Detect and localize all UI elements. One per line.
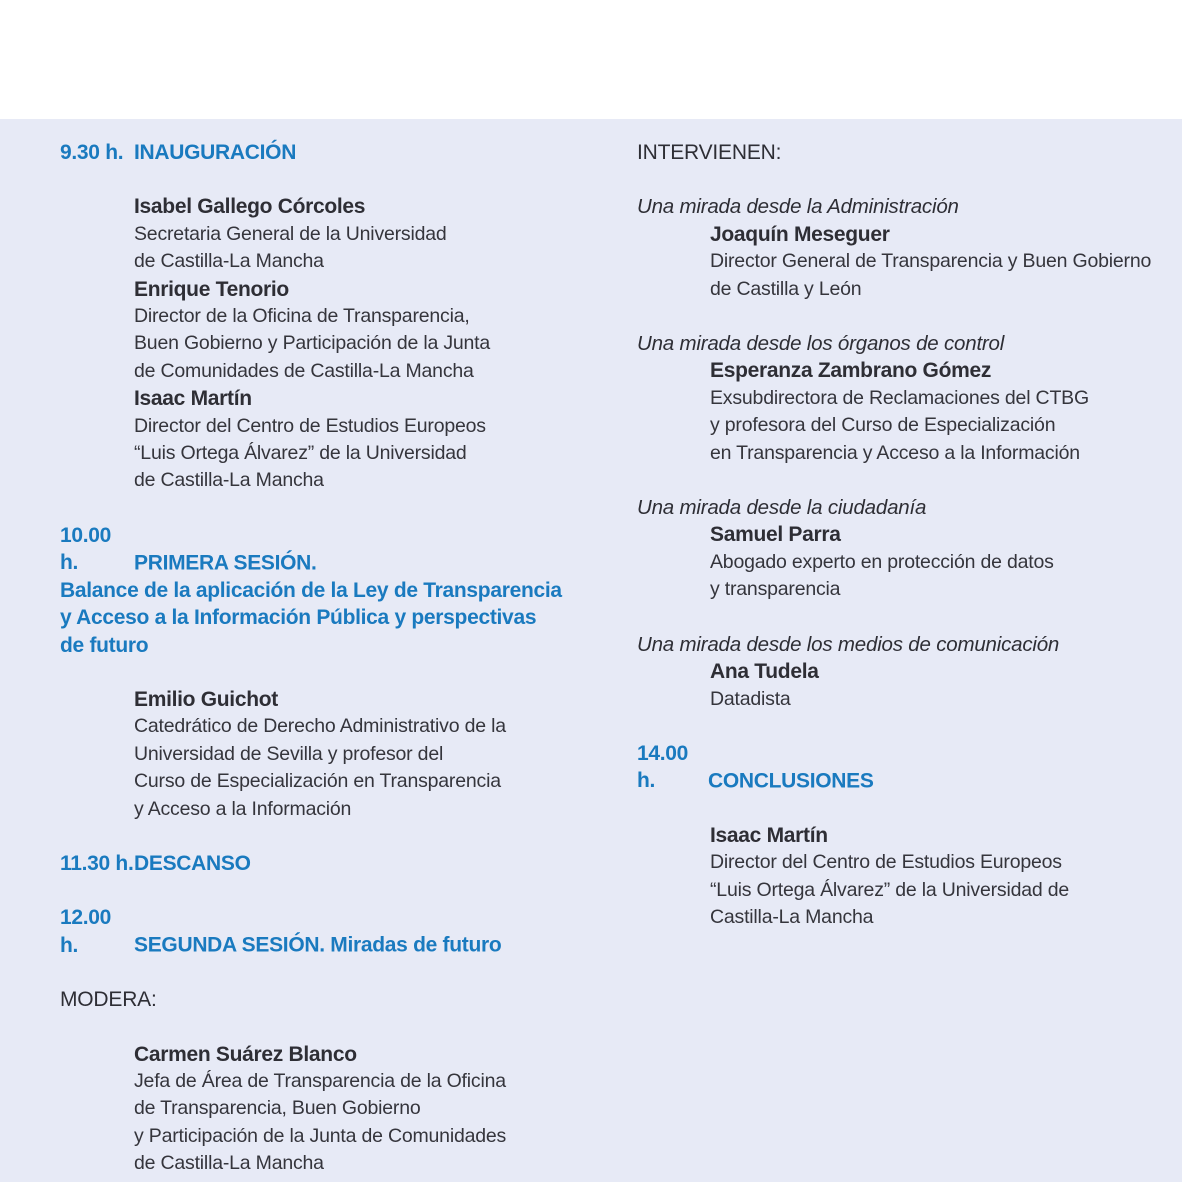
agenda-column — [60, 139, 625, 1178]
speaker-role-line: Jefa de Área de Transparencia de la Oficina — [134, 1069, 506, 1092]
session-segunda-heading — [60, 904, 625, 959]
session-primera-heading — [60, 522, 625, 659]
speaker-role-line: y Participación de la Junta de Comunidades — [134, 1124, 507, 1147]
session-time: 10.00 h. — [60, 523, 112, 575]
program-content — [0, 119, 1182, 1182]
speaker-role-line: Secretaria General de la Universidad — [134, 222, 447, 245]
speaker-name: Esperanza Zambrano Gómez — [710, 359, 992, 383]
speaker-role-line: de Transparencia, Buen Gobierno — [134, 1097, 421, 1120]
top-white-band — [0, 0, 1182, 119]
session-time: 11.30 h. — [60, 851, 134, 875]
speaker-name: Isabel Gallego Córcoles — [134, 195, 366, 219]
speaker-role-line: de Comunidades de Castilla-La Mancha — [134, 359, 474, 382]
speaker-role-line: Abogado experto en protección de datos — [710, 550, 1054, 573]
session-subtitle-line: de futuro — [60, 633, 149, 657]
session-conclusiones-heading — [637, 740, 1162, 795]
speaker-role-line: Catedrático de Derecho Administrativo de la — [134, 715, 506, 738]
speaker-name: Isaac Martín — [134, 387, 252, 411]
speaker-role-line: de Castilla-La Mancha — [134, 1152, 324, 1175]
speaker-role-line: y Acceso a la Información — [134, 797, 352, 820]
primera-speaker — [134, 686, 625, 823]
session-inauguracion-heading — [60, 139, 625, 166]
speaker-role-line: “Luis Ortega Álvarez” de la Universidad — [134, 442, 467, 465]
speaker-role-line: “Luis Ortega Álvarez” de la Universidad de — [710, 878, 1070, 901]
group-heading: Una mirada desde los medios de comunicación — [637, 632, 1060, 656]
speaker-name: Carmen Suárez Blanco — [134, 1042, 357, 1066]
speaker-role-line: Director del Centro de Estudios Europeos — [710, 851, 1062, 874]
speaker-name: Isaac Martín — [710, 823, 828, 847]
session-title: PRIMERA SESIÓN. — [134, 551, 317, 575]
modera-label: MODERA: — [60, 988, 157, 1012]
speaker-role-line: Director del Centro de Estudios Europeos — [134, 414, 486, 437]
participants-column — [637, 139, 1162, 931]
speaker-role-line: Buen Gobierno y Participación de la Junta — [134, 332, 491, 355]
session-subtitle-line: y Acceso a la Información Pública y perspectivas — [60, 606, 537, 630]
speaker-role-line: de Castilla-La Mancha — [134, 469, 324, 492]
speaker-name: Enrique Tenorio — [134, 277, 289, 301]
group-heading: Una mirada desde la Administración — [637, 195, 959, 219]
speaker-name: Samuel Parra — [710, 523, 841, 547]
speaker-role-line: de Castilla y León — [710, 277, 862, 300]
speaker-role-line: y profesora del Curso de Especialización — [710, 414, 1056, 437]
participant-group-ciudadania — [637, 494, 1162, 604]
speaker-name: Emilio Guichot — [134, 687, 278, 711]
speaker-name: Joaquín Meseguer — [710, 222, 890, 246]
session-time: 14.00 h. — [637, 741, 689, 793]
session-time: 9.30 h. — [60, 141, 124, 164]
conclusiones-speaker — [710, 822, 1162, 932]
speaker-role-line: de Castilla-La Mancha — [134, 250, 324, 273]
intervienen-label: INTERVIENEN: — [637, 141, 782, 164]
session-descanso-heading — [60, 850, 625, 877]
speaker-role-line: Universidad de Sevilla y profesor del — [134, 742, 444, 765]
group-heading: Una mirada desde los órganos de control — [637, 332, 1005, 356]
speaker-role-line: Datadista — [710, 687, 791, 710]
modera-speaker — [134, 1041, 625, 1178]
speaker-role-line: Castilla-La Mancha — [710, 905, 874, 928]
speaker-role-line: y transparencia — [710, 578, 841, 601]
speaker-role-line: Exsubdirectora de Reclamaciones del CTBG — [710, 386, 1089, 409]
participant-group-organos-control — [637, 330, 1162, 467]
session-time: 12.00 h. — [60, 906, 112, 957]
session-title: INAUGURACIÓN — [134, 141, 297, 164]
session-subtitle-line: Balance de la aplicación de la Ley de Transparencia — [60, 578, 562, 602]
speaker-role-line: Director de la Oficina de Transparencia, — [134, 305, 470, 328]
session-title: SEGUNDA SESIÓN. Miradas de futuro — [134, 933, 502, 957]
participant-group-administracion — [637, 193, 1162, 303]
speaker-role-line: Curso de Especialización en Transparencia — [134, 770, 501, 793]
speaker-name: Ana Tudela — [710, 660, 819, 684]
speaker-role-line: en Transparencia y Acceso a la Información — [710, 441, 1080, 464]
speaker-role-line: Director General de Transparencia y Buen Gobierno — [710, 250, 1152, 273]
inauguracion-speakers — [134, 193, 625, 494]
session-title: DESCANSO — [134, 851, 251, 875]
participant-group-medios — [637, 631, 1162, 713]
group-heading: Una mirada desde la ciudadanía — [637, 496, 927, 520]
session-title: CONCLUSIONES — [708, 769, 874, 793]
